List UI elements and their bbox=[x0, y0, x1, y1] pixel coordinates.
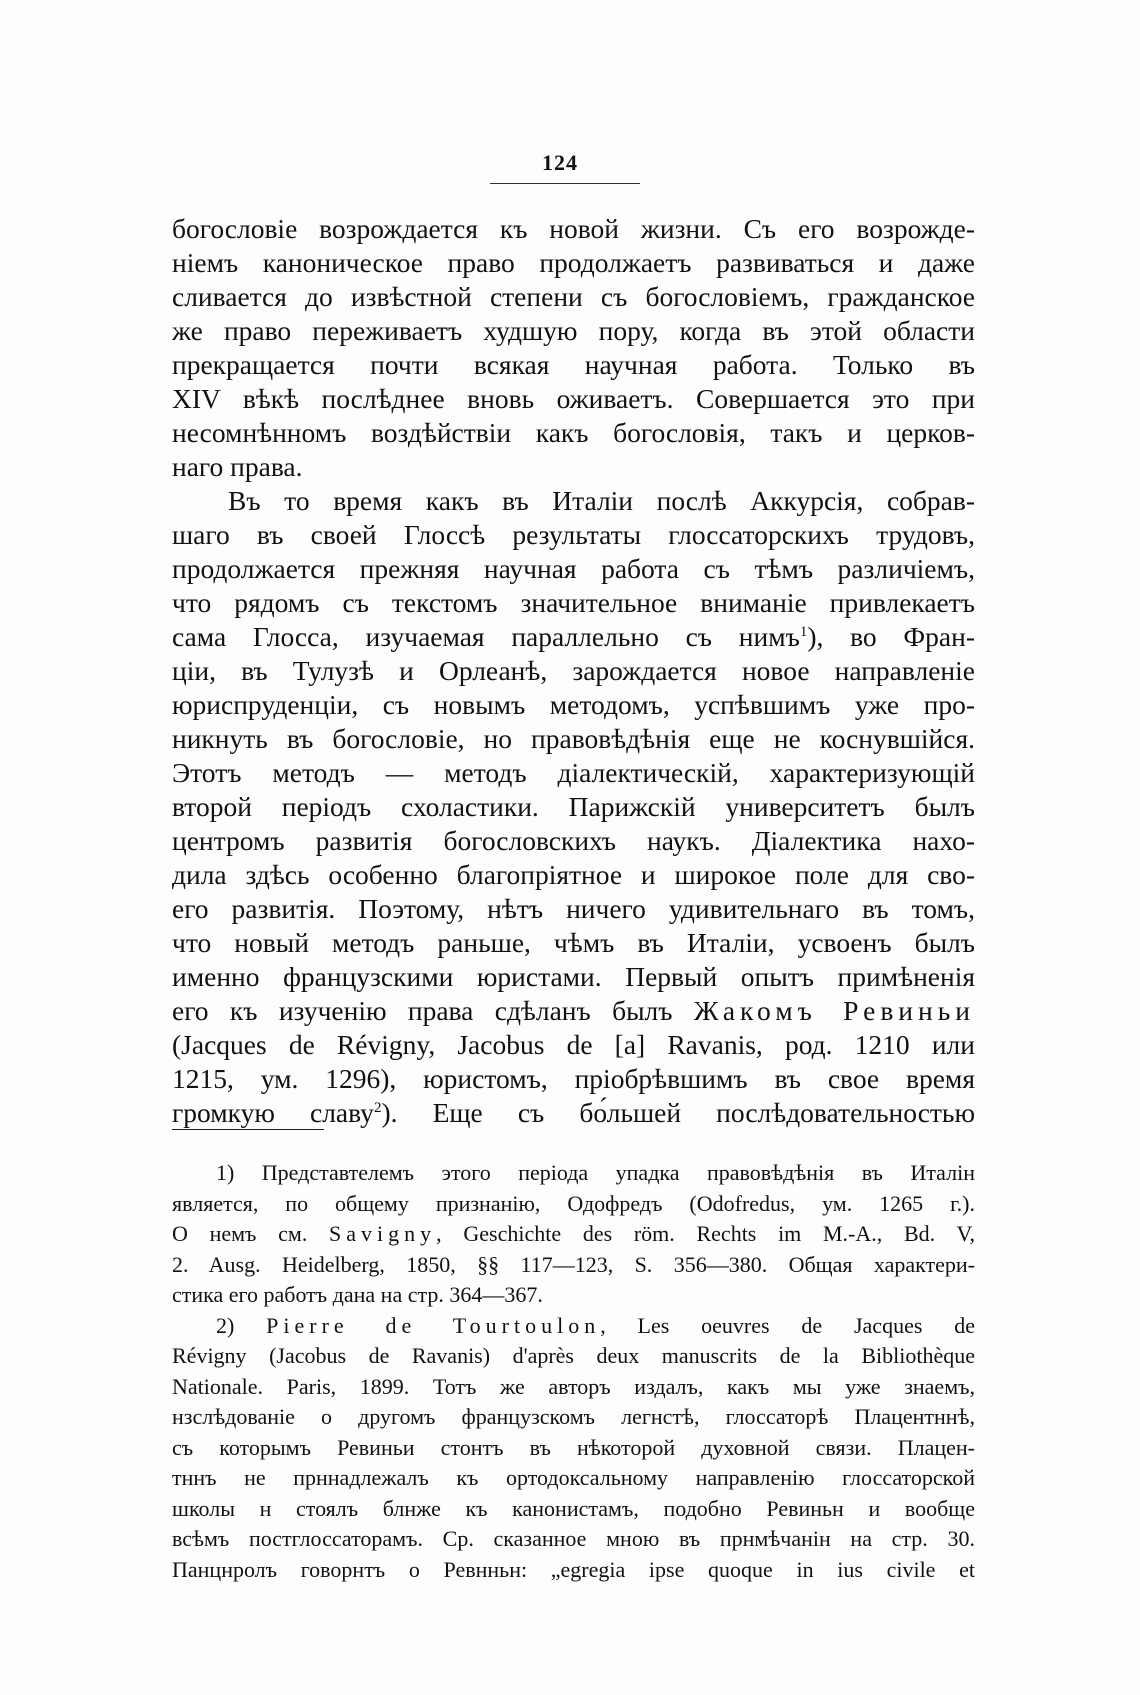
text-segment: ). bbox=[381, 1097, 398, 1128]
text-segment: ), во Фран- bbox=[807, 621, 975, 652]
text-line: несомнѣнномъ воздѣйствіи какъ богословія, такъ и церков- bbox=[172, 417, 975, 448]
text-segment: , Les oeuvres de Jacques de bbox=[600, 1312, 975, 1338]
footnote-line bbox=[172, 1219, 975, 1250]
text-line: его развитія. Поэтому, нѣтъ ничего удивительнаго въ томъ, bbox=[172, 893, 975, 924]
text-line: юриспруденціи, съ новымъ методомъ, успѣвшимъ уже про- bbox=[172, 689, 975, 720]
page-number: 124 bbox=[542, 150, 578, 175]
text-line: центромъ развитія богословскихъ наукъ. Діалектика нахо- bbox=[172, 825, 975, 856]
text-line: XIV вѣкѣ послѣднее вновь оживаетъ. Совершается это при bbox=[172, 383, 975, 414]
footnote-line: Révigny (Jacobus de Ravanis) d'après deux manuscrits de la Bibliothèque bbox=[172, 1343, 975, 1368]
footnote-line: является, по общему признанію, Одофредъ (Odofredus, ум. 1265 г.). bbox=[172, 1190, 975, 1216]
text-line-with-footnote-ref bbox=[172, 1096, 975, 1130]
text-segment: его къ изученію права сдѣланъ былъ bbox=[172, 995, 673, 1026]
text-line-with-footnote-ref bbox=[172, 620, 975, 654]
footnote-line: тннъ не прннадлежалъ къ ортодоксальному направленію глоссаторской bbox=[172, 1465, 975, 1490]
text-segment: Еще съ бо́льшей послѣдовательностью bbox=[432, 1097, 975, 1128]
page-number-rule bbox=[490, 183, 640, 184]
text-line: (Jacques de Révigny, Jacobus de [a] Ravanis, род. 1210 или bbox=[172, 1029, 975, 1060]
text-line: Въ то время какъ въ Италіи послѣ Аккурсія, собрав- bbox=[228, 485, 975, 516]
footnote-line bbox=[172, 1311, 975, 1342]
text-line: продолжается прежняя научная работа съ тѣмъ различіемъ, bbox=[172, 553, 975, 584]
footnote-line: съ которымъ Ревиньи стонтъ въ нѣкоторой духовной связи. Плацен- bbox=[172, 1434, 975, 1460]
footnote-line: всѣмъ постглоссаторамъ. Ср. сказанное мною въ прнмѣчанін на стр. 30. bbox=[172, 1526, 975, 1551]
text-line: прекращается почти всякая научная работа. Только въ bbox=[172, 349, 975, 380]
footnote-ref-2[interactable]: 2 bbox=[373, 1099, 382, 1116]
footnote-line: школы н стоялъ блнже къ канонистамъ, подобно Ревиньн и вообще bbox=[172, 1495, 975, 1521]
text-line: сливается до извѣстной степени съ богословіемъ, гражданское bbox=[172, 281, 975, 312]
spaced-name: Жакомъ Ревиньи bbox=[693, 995, 975, 1026]
footnote-line: нзслѣдованіе о другомъ французскомъ легнстѣ, глоссаторѣ Плацентннѣ, bbox=[172, 1404, 975, 1429]
footnote-line: Панцнролъ говорнтъ о Ревнньн: „egregia ipse quoque in ius civile et bbox=[172, 1556, 975, 1582]
text-line: что новый методъ раньше, чѣмъ въ Италіи, усвоенъ былъ bbox=[172, 927, 975, 958]
text-line: наго права. bbox=[172, 451, 303, 482]
text-line: никнуть въ богословіе, но правовѣдѣнія еще не коснувшійся. bbox=[172, 723, 975, 754]
text-segment: громкую славу bbox=[172, 1097, 374, 1128]
text-line: второй періодъ схоластики. Парижскій университетъ былъ bbox=[172, 791, 975, 822]
spaced-author: Pierre de Tourtoulon bbox=[266, 1312, 601, 1338]
text-line: 1215, ум. 1296), юристомъ, пріобрѣвшимъ въ свое время bbox=[172, 1063, 975, 1094]
text-segment: 2) bbox=[216, 1312, 235, 1338]
footnote-divider bbox=[172, 1129, 324, 1130]
footnote-line: Nationale. Paris, 1899. Тотъ же авторъ издалъ, какъ мы уже знаемъ, bbox=[172, 1373, 975, 1399]
text-line: же право переживаетъ худшую пору, когда въ этой области bbox=[172, 315, 975, 346]
spaced-author: Savigny bbox=[329, 1221, 437, 1246]
text-segment: сама Глосса, изучаемая параллельно съ нимъ bbox=[172, 621, 800, 652]
main-text bbox=[172, 212, 975, 1130]
footnote-line: стика его работъ дана на стр. 364—367. bbox=[172, 1282, 543, 1307]
text-segment: О немъ см. bbox=[172, 1221, 308, 1246]
footnotes bbox=[172, 1158, 975, 1585]
text-line: богословіе возрождается къ новой жизни. Съ его возрожде- bbox=[172, 213, 975, 244]
text-segment: , Geschichte des röm. Rechts im M.-A., Bd. V, bbox=[436, 1221, 975, 1246]
text-line: ніемъ каноническое право продолжаетъ развиваться и даже bbox=[172, 247, 975, 278]
footnote-line: 1) Представтелемъ этого періода упадка правовѣдѣнія въ Италін bbox=[216, 1160, 975, 1185]
text-line: что рядомъ съ текстомъ значительное вниманіе привлекаетъ bbox=[172, 587, 975, 618]
text-line: ціи, въ Тулузѣ и Орлеанѣ, зарождается новое направленіе bbox=[172, 655, 975, 686]
text-line: шаго въ своей Глоссѣ результаты глоссаторскихъ трудовъ, bbox=[172, 519, 975, 550]
text-line: именно французскими юристами. Первый опытъ примѣненія bbox=[172, 961, 975, 992]
footnote-line: 2. Ausg. Heidelberg, 1850, §§ 117—123, S. 356—380. Общая характери- bbox=[172, 1251, 975, 1277]
text-line-with-name bbox=[172, 994, 975, 1028]
footnote-ref-1[interactable]: 1 bbox=[799, 623, 808, 640]
text-line: дила здѣсь особенно благопріятное и широкое поле для сво- bbox=[172, 859, 975, 890]
text-line: Этотъ методъ — методъ діалектическій, характеризующій bbox=[172, 757, 975, 788]
